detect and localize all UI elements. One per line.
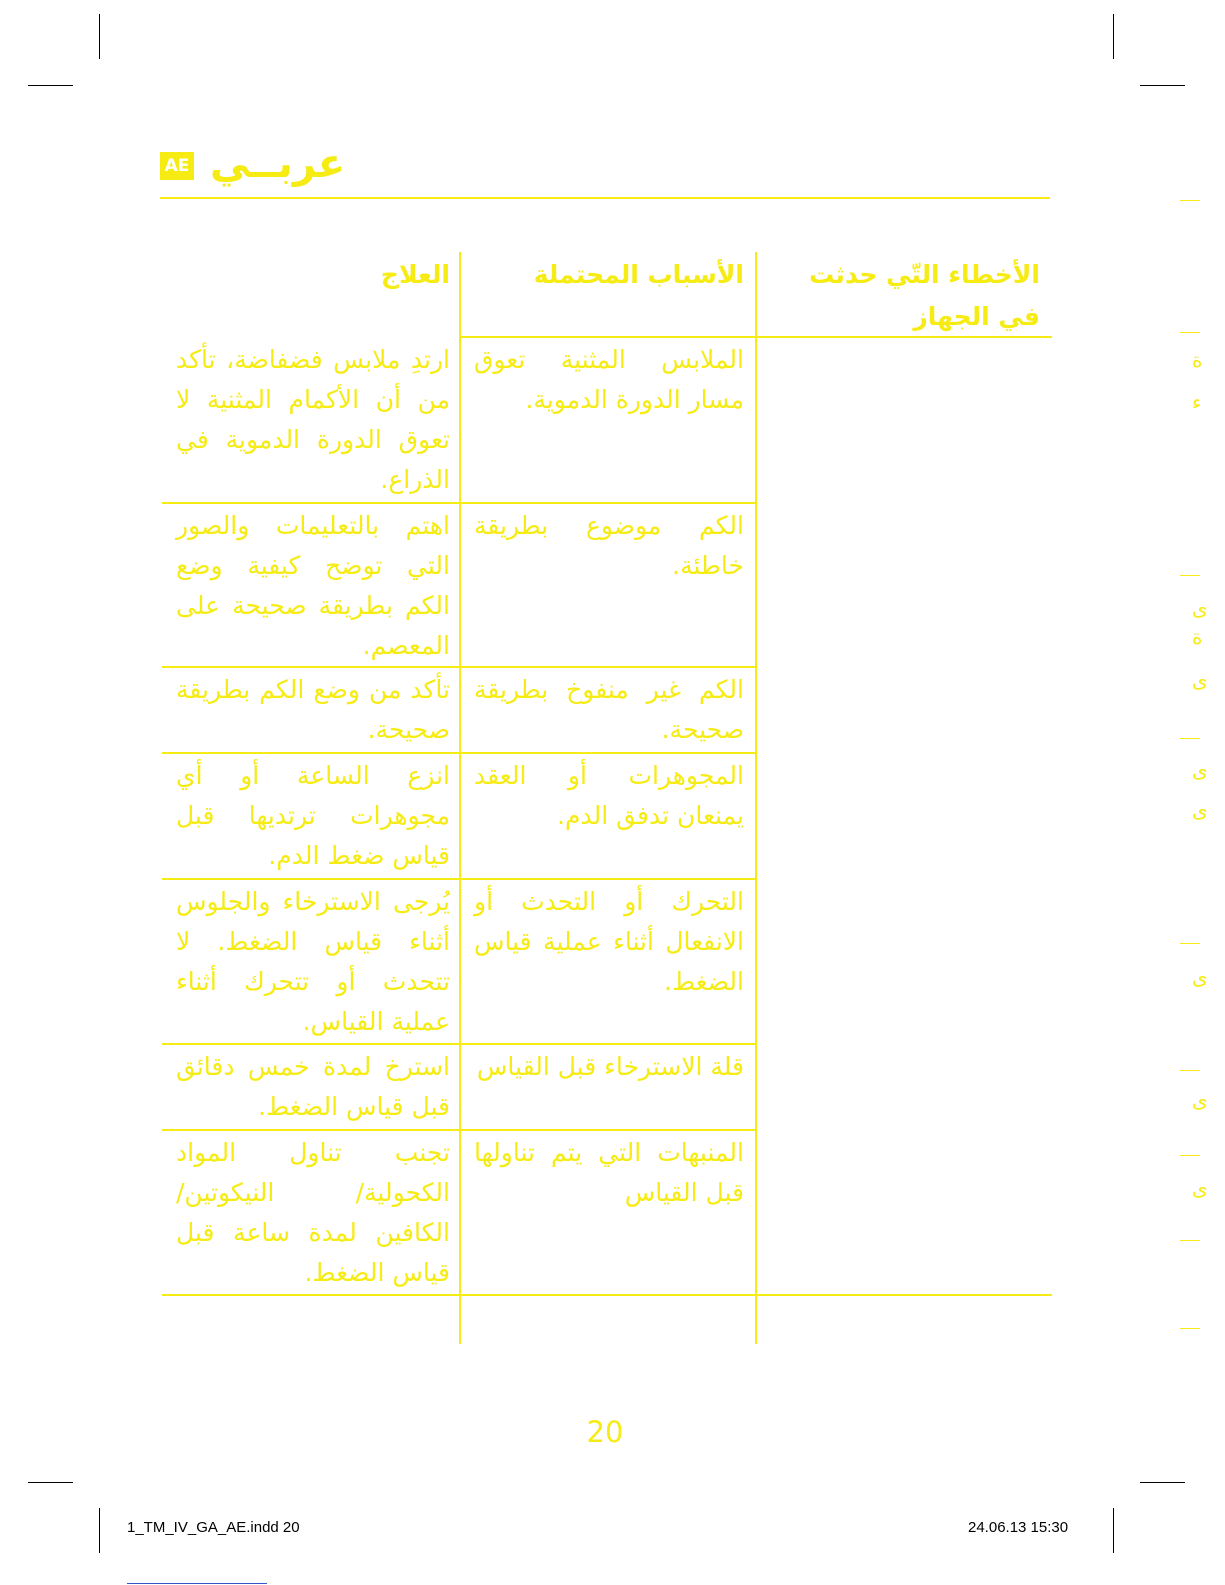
side-glyph: ى — [1192, 798, 1208, 822]
column-divider — [755, 252, 757, 1344]
column-header-remedy: العلاج — [380, 260, 450, 289]
column-header-faults: الأخطاء التّي حدثت في الجهاز — [809, 260, 1040, 331]
row-divider — [162, 878, 755, 880]
table-cell-cause: قلة الاسترخاء قبل القياس — [476, 1052, 744, 1081]
footer-date-time: 24.06.13 15:30 — [968, 1519, 1069, 1536]
side-glyph: ى — [1192, 758, 1208, 782]
row-divider — [162, 1043, 755, 1045]
row-divider — [162, 1129, 755, 1131]
crop-mark — [1140, 1482, 1185, 1483]
language-title: عربــي — [210, 141, 346, 187]
row-divider — [162, 752, 755, 754]
row-divider — [162, 666, 755, 668]
side-glyph: ى — [1192, 1176, 1208, 1200]
table-cell-remedy: انزع الساعة أو أي مجوهرات ترتديها قبل قياس ضغط الدم. — [176, 761, 450, 870]
crop-mark — [1140, 85, 1185, 86]
side-mark — [1180, 332, 1200, 333]
side-mark — [1180, 200, 1200, 201]
crop-mark — [99, 1508, 100, 1553]
troubleshooting-table — [162, 252, 1052, 1344]
side-glyph: ء — [1192, 390, 1202, 414]
table-cell-remedy: يُرجى الاسترخاء والجلوس أثناء قياس الضغط. لا تتحدث أو تتحرك أثناء عملية القياس. — [176, 887, 450, 1036]
side-mark — [1180, 738, 1200, 739]
language-badge: AE — [160, 152, 194, 180]
table-cell-cause: الكم غير منفوخ بطريقة صحيحة. — [474, 675, 744, 744]
side-mark — [1180, 1070, 1200, 1071]
page-header — [160, 140, 1050, 200]
crop-mark — [99, 14, 100, 59]
column-header-causes: الأسباب المحتملة — [533, 260, 744, 289]
column-divider — [459, 252, 461, 1344]
footer-file-name: 1_TM_IV_GA_AE.indd 20 — [127, 1519, 300, 1536]
side-glyph: ة — [1192, 625, 1203, 649]
table-bottom-divider — [162, 1294, 1052, 1296]
table-cell-cause: المجوهرات أو العقد يمنعان تدفق الدم. — [474, 761, 744, 830]
table-cell-remedy: استرخ لمدة خمس دقائق قبل قياس الضغط. — [176, 1052, 450, 1121]
side-glyph: ى — [1192, 668, 1208, 692]
header-row-divider — [459, 336, 1052, 338]
page-number: 20 — [586, 1415, 624, 1449]
table-cell-cause: التحرك أو التحدث أو الانفعال أثناء عملية قياس الضغط. — [474, 887, 744, 996]
row-divider — [162, 502, 755, 504]
crop-mark — [28, 85, 73, 86]
table-cell-remedy: تجنب تناول المواد الكحولية/ النيكوتين/ الكافين لمدة ساعة قبل قياس الضغط. — [176, 1138, 450, 1287]
side-glyph: ى — [1192, 1088, 1208, 1112]
table-cell-remedy: اهتم بالتعليمات والصور التي توضح كيفية وضع الكم بطريقة صحيحة على المعصم. — [176, 511, 450, 660]
side-glyph: ى — [1192, 965, 1208, 989]
side-mark — [1180, 575, 1200, 576]
table-cell-remedy: ارتدِ ملابس فضفاضة، تأكد من أن الأكمام المثنية لا تعوق الدورة الدموية في الذراع. — [176, 345, 450, 494]
header-divider — [160, 197, 1050, 199]
side-mark — [1180, 1328, 1200, 1329]
table-cell-cause: الكم موضوع بطريقة خاطئة. — [474, 511, 744, 580]
table-cell-remedy: تأكد من وضع الكم بطريقة صحيحة. — [176, 675, 450, 744]
crop-mark — [1113, 1508, 1114, 1553]
crop-mark — [28, 1482, 73, 1483]
side-mark — [1180, 1240, 1200, 1241]
side-glyph: ة — [1192, 348, 1203, 372]
side-glyph: ى — [1192, 596, 1208, 620]
side-mark — [1180, 1155, 1200, 1156]
table-cell-cause: المنبهات التي يتم تناولها قبل القياس — [474, 1138, 744, 1207]
table-cell-cause: الملابس المثنية تعوق مسار الدورة الدموية. — [474, 345, 744, 414]
footer-link-underline — [127, 1583, 267, 1584]
crop-mark — [1113, 14, 1114, 59]
side-mark — [1180, 943, 1200, 944]
